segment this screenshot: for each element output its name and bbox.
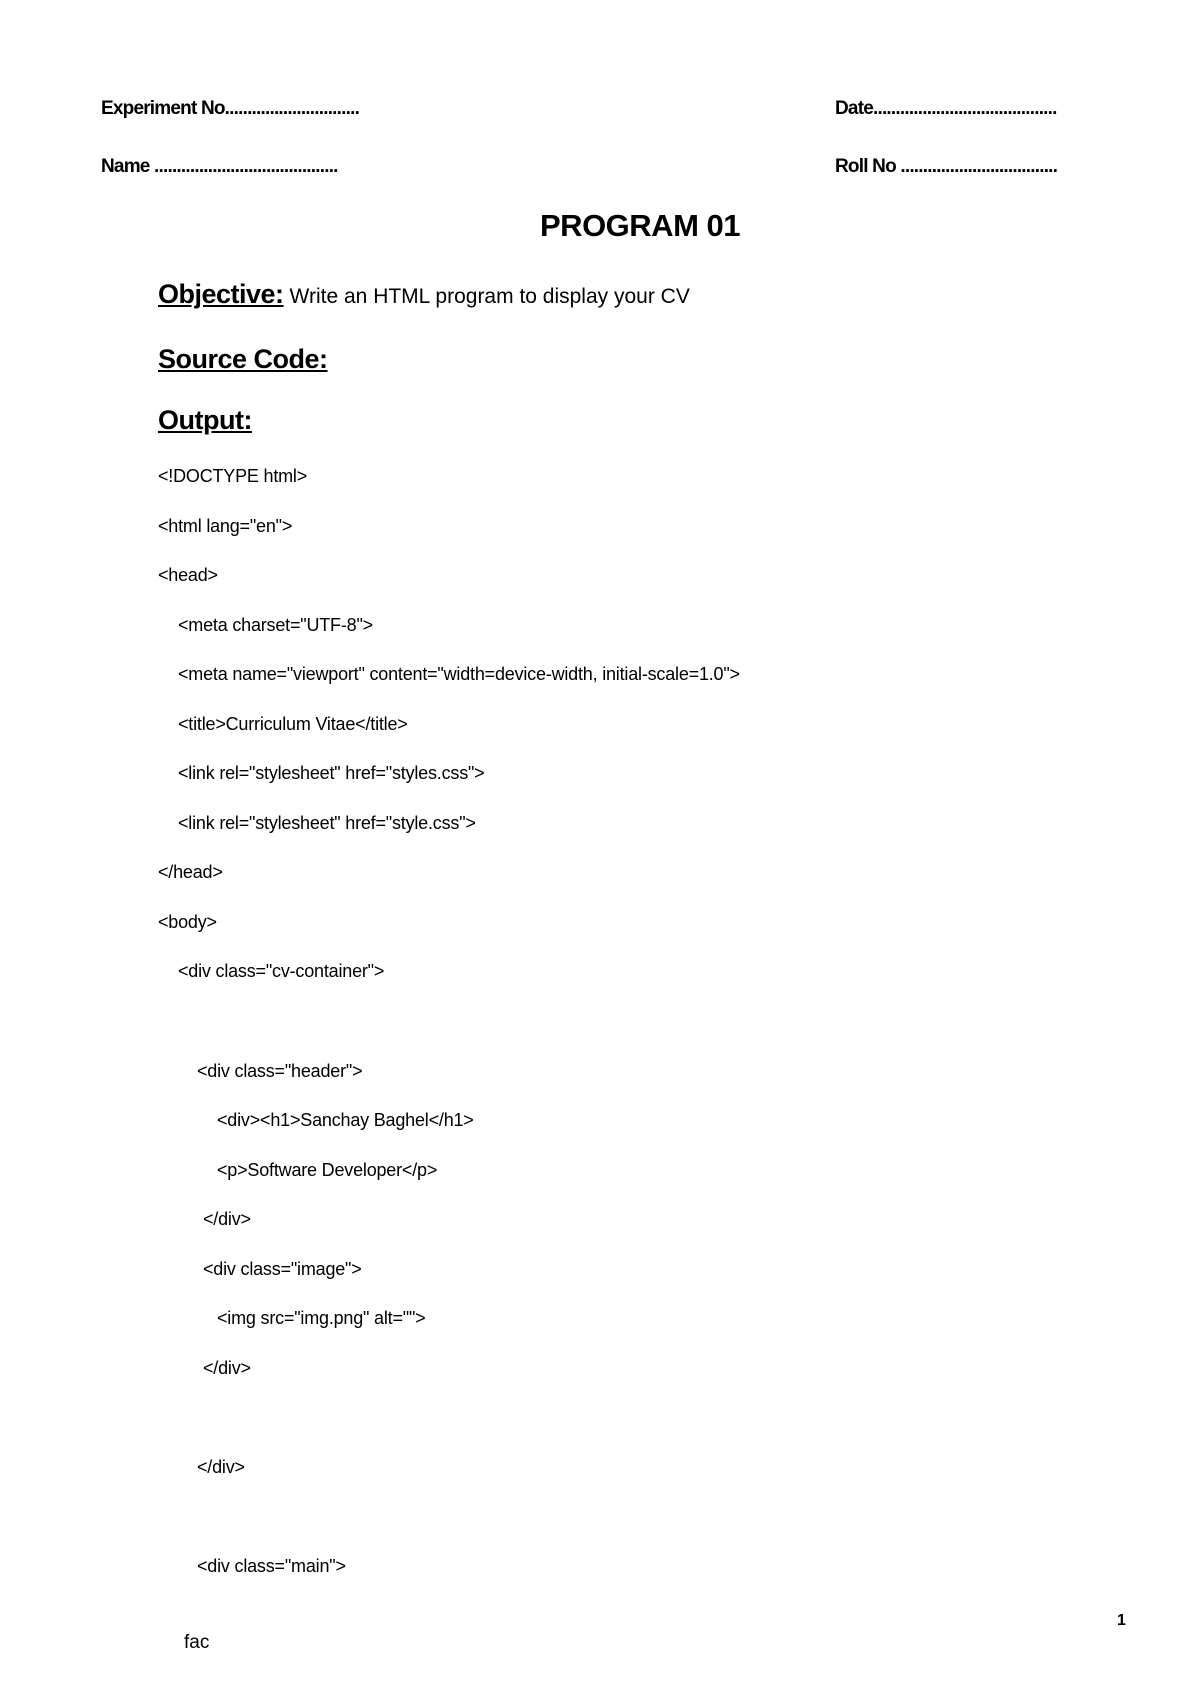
code-line: <body>: [158, 912, 217, 932]
code-line: <div class="header">: [197, 1061, 363, 1081]
code-line: <div><h1>Sanchay Baghel</h1>: [217, 1110, 474, 1130]
code-line: </head>: [158, 862, 223, 882]
code-line: <img src="img.png" alt="">: [217, 1308, 426, 1328]
code-line: <html lang="en">: [158, 516, 293, 536]
program-title: PROGRAM 01: [540, 208, 740, 243]
code-line: <div class="image">: [203, 1259, 362, 1279]
page-number: 1: [1117, 1612, 1126, 1629]
code-line: <link rel="stylesheet" href="style.css">: [178, 813, 476, 833]
source-code-heading: Source Code:: [158, 344, 328, 374]
name-field: Name .........................................: [101, 156, 338, 177]
objective-heading: Objective:: [158, 279, 284, 309]
output-heading: Output:: [158, 405, 252, 435]
code-line: <div class="cv-container">: [178, 961, 385, 981]
objective-text: Write an HTML program to display your CV: [289, 285, 690, 308]
date-field: Date.........................................: [835, 98, 1057, 119]
roll-no-field: Roll No ...................................: [835, 156, 1058, 177]
code-line: <title>Curriculum Vitae</title>: [178, 714, 408, 734]
objective-section: [158, 279, 690, 310]
code-line: <link rel="stylesheet" href="styles.css">: [178, 763, 485, 783]
code-line: <meta name="viewport" content="width=device-width, initial-scale=1.0">: [178, 664, 740, 684]
code-line: <div class="main">: [197, 1556, 346, 1576]
code-line: </div>: [197, 1457, 245, 1477]
experiment-no-field: Experiment No..............................: [101, 98, 360, 119]
code-line: <p>Software Developer</p>: [217, 1160, 438, 1180]
footer-text: fac: [184, 1632, 210, 1653]
code-line: <head>: [158, 565, 218, 585]
code-line: </div>: [203, 1209, 251, 1229]
code-line: <!DOCTYPE html>: [158, 466, 308, 486]
code-line: </div>: [203, 1358, 251, 1378]
code-line: <meta charset="UTF-8">: [178, 615, 373, 635]
